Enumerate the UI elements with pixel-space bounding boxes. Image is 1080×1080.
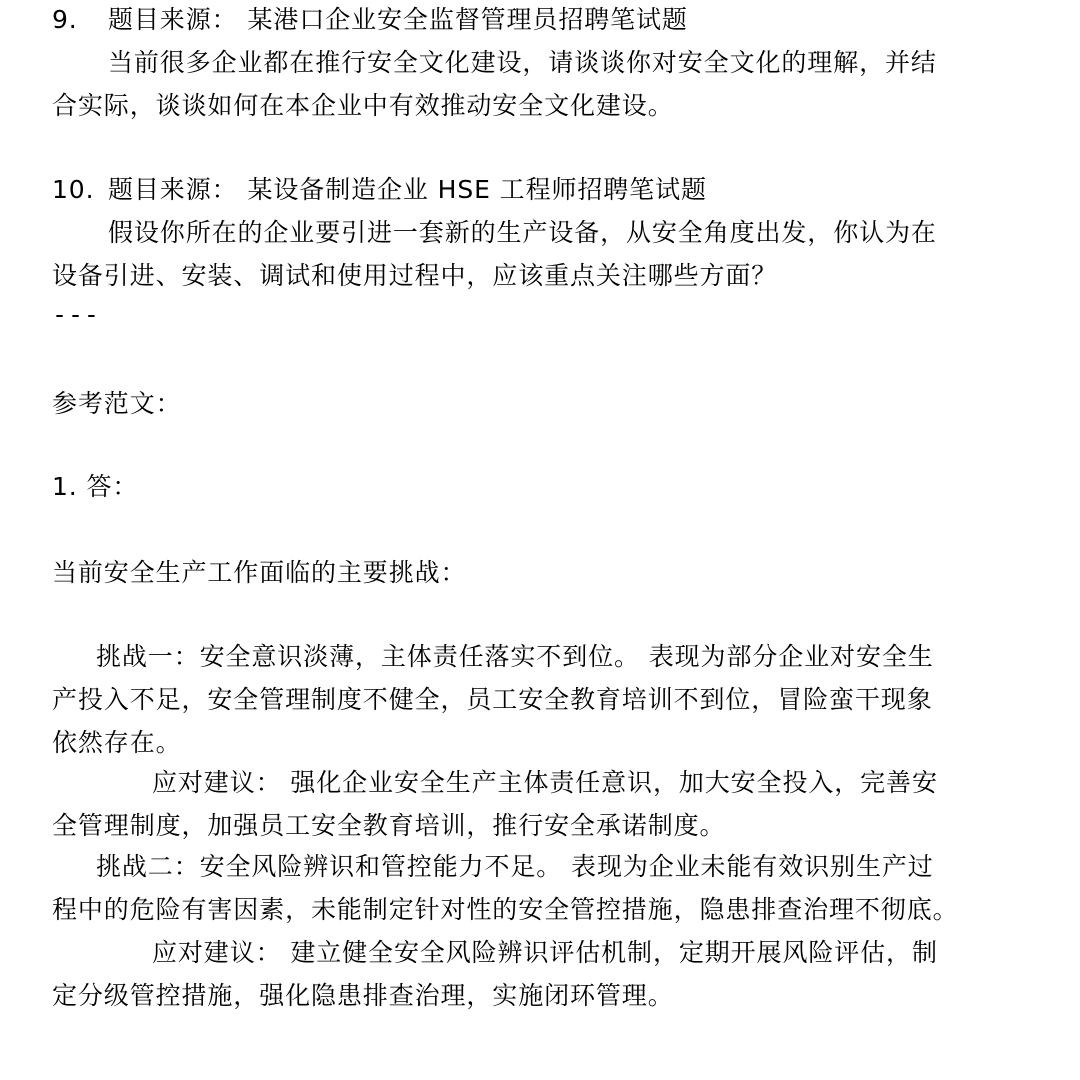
reference-heading: 参考范文：: [52, 389, 182, 418]
challenge-1-line: 依然存在。: [52, 728, 182, 757]
question-9-body-line: 合实际，谈谈如何在本企业中有效推动安全文化建设。: [52, 91, 674, 120]
challenge-2-line: 程中的危险有害因素，未能制定针对性的安全管控措施，隐患排查治理不彻底。: [52, 895, 959, 924]
question-9-header: [52, 5, 688, 35]
question-number: 10.: [52, 175, 95, 204]
challenge-1-line: 挑战一：安全意识淡薄，主体责任落实不到位。 表现为部分企业对安全生: [96, 642, 934, 671]
question-10-body-line: 设备引进、安装、调试和使用过程中，应该重点关注哪些方面？: [52, 261, 778, 290]
separator-line: ---: [52, 300, 100, 329]
question-10-body-line: 假设你所在的企业要引进一套新的生产设备，从安全角度出发，你认为在: [108, 218, 937, 247]
question-source-label: 题目来源：: [108, 5, 238, 34]
challenge-1-suggestion-line: 全管理制度，加强员工安全教育培训，推行安全承诺制度。: [52, 811, 726, 840]
challenge-2-suggestion-line: 应对建议： 建立健全安全风险辨识评估机制，定期开展风险评估，制: [152, 938, 938, 967]
challenges-heading: 当前安全生产工作面临的主要挑战：: [52, 558, 467, 587]
question-source-label: 题目来源：: [108, 175, 238, 204]
question-9-body-line: 当前很多企业都在推行安全文化建设，请谈谈你对安全文化的理解，并结: [108, 48, 937, 77]
challenge-1-line: 产投入不足，安全管理制度不健全，员工安全教育培训不到位，冒险蛮干现象: [52, 685, 933, 714]
question-source-text: 某设备制造企业 HSE 工程师招聘笔试题: [247, 175, 707, 204]
challenge-1-suggestion-line: 应对建议： 强化企业安全生产主体责任意识，加大安全投入，完善安: [152, 768, 938, 797]
question-10-header: [52, 175, 707, 205]
challenge-2-line: 挑战二：安全风险辨识和管控能力不足。 表现为企业未能有效识别生产过: [96, 852, 934, 881]
answer-label: 1. 答：: [52, 472, 139, 501]
question-source-text: 某港口企业安全监督管理员招聘笔试题: [247, 5, 688, 34]
challenge-2-suggestion-line: 定分级管控措施，强化隐患排查治理，实施闭环管理。: [52, 981, 674, 1010]
question-number: 9.: [52, 5, 78, 34]
